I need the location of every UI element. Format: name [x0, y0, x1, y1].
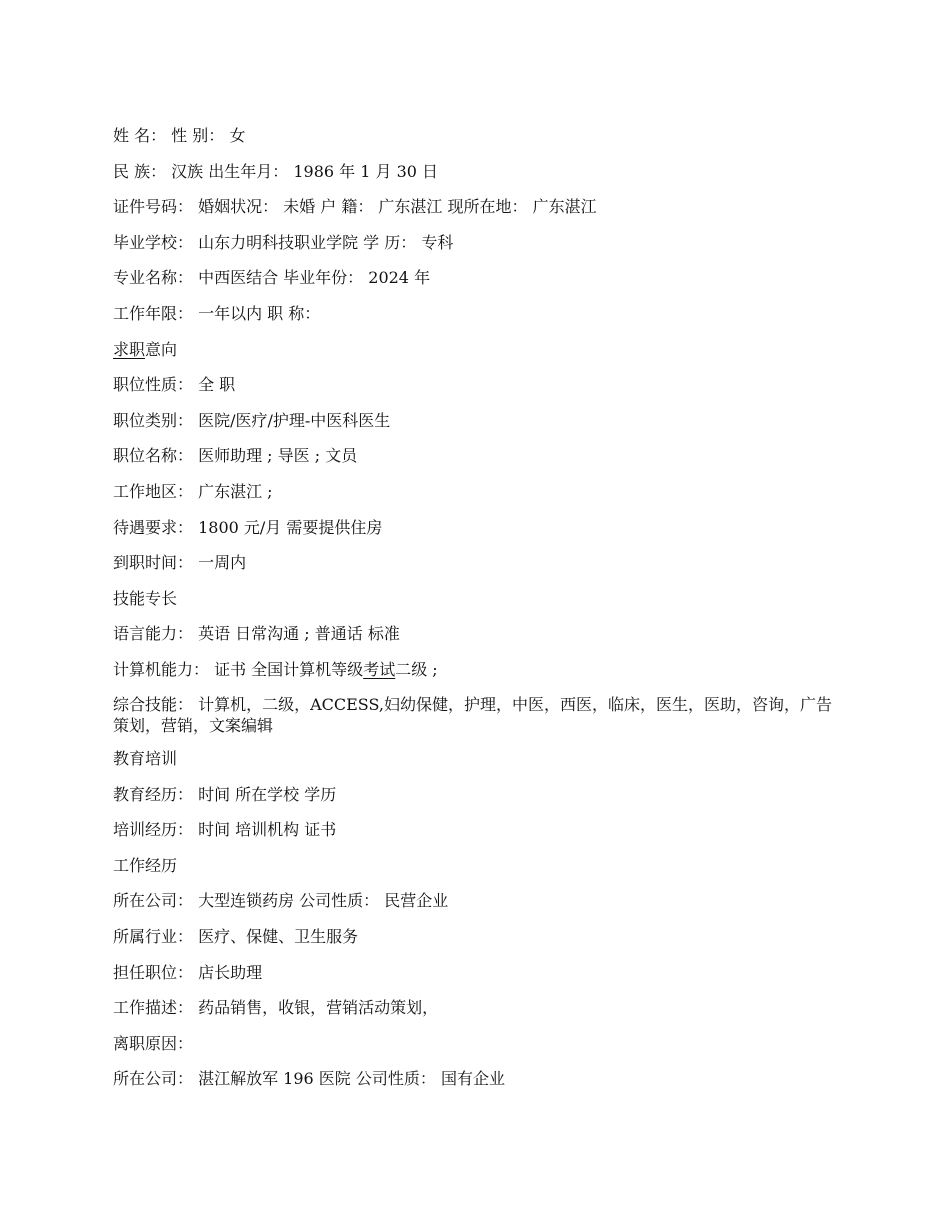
major-gradyear-line: 专业名称： 中西医结合 毕业年份： 2024 年 [113, 268, 431, 288]
work-heading: 工作经历 [113, 855, 178, 875]
job-intent-heading-rest: 意向 [145, 339, 178, 359]
industry-line: 所属行业： 医疗、保健、卫生服务 [113, 927, 359, 947]
salary-line: 待遇要求： 1800 元/月 需要提供住房 [113, 517, 383, 537]
composite-skills-line: 综合技能： 计算机，二级，ACCESS,妇幼保健，护理，中医，西医，临床，医生，医助，咨询，广告策划，营销，文案编辑 [113, 694, 832, 735]
job-title-line: 职位名称： 医师助理 ; 导医 ; 文员 [113, 446, 358, 466]
skills-heading: 技能专长 [113, 588, 178, 608]
position-line: 担任职位： 店长助理 [113, 962, 263, 982]
computer-line-after: 二级 ; [395, 659, 438, 679]
computer-line-before: 计算机能力： 证书 全国计算机等级 [113, 659, 364, 679]
school-degree-line: 毕业学校： 山东力明科技职业学院 学 历： 专科 [113, 232, 454, 252]
computer-line [113, 658, 833, 682]
company-line-2: 所在公司： 湛江解放军 196 医院 公司性质： 国有企业 [113, 1069, 505, 1089]
work-area-line: 工作地区： 广东湛江 ; [113, 481, 273, 501]
leave-reason-line: 离职原因： [113, 1033, 194, 1053]
job-description-line: 工作描述： 药品销售，收银，营销活动策划， [113, 998, 439, 1018]
education-history-line: 教育经历： 时间 所在学校 学历 [113, 784, 337, 804]
education-heading: 教育培训 [113, 749, 178, 769]
training-history-line: 培训经历： 时间 培训机构 证书 [113, 820, 337, 840]
resume-content [113, 124, 833, 1103]
job-intent-heading [113, 338, 833, 362]
start-time-line: 到职时间： 一周内 [113, 553, 247, 573]
ethnicity-birth-line: 民 族： 汉族 出生年月： 1986 年 1 月 30 日 [113, 161, 439, 181]
job-category-line: 职位类别： 医院/医疗/护理-中医科医生 [113, 410, 391, 430]
job-nature-line: 职位性质： 全 职 [113, 375, 236, 395]
computer-line-underlined: 考试 [363, 659, 396, 679]
name-gender-line: 姓 名： 性 别： 女 [113, 126, 246, 145]
id-marital-hukou-line: 证件号码： 婚姻状况： 未婚 户 籍： 广东湛江 现所在地： 广东湛江 [113, 197, 597, 217]
work-years-title-line: 工作年限： 一年以内 职 称： [113, 303, 321, 323]
job-intent-heading-underlined: 求职 [113, 339, 146, 359]
company-line: 所在公司： 大型连锁药房 公司性质： 民营企业 [113, 891, 449, 911]
language-line: 语言能力： 英语 日常沟通 ; 普通话 标准 [113, 624, 400, 644]
